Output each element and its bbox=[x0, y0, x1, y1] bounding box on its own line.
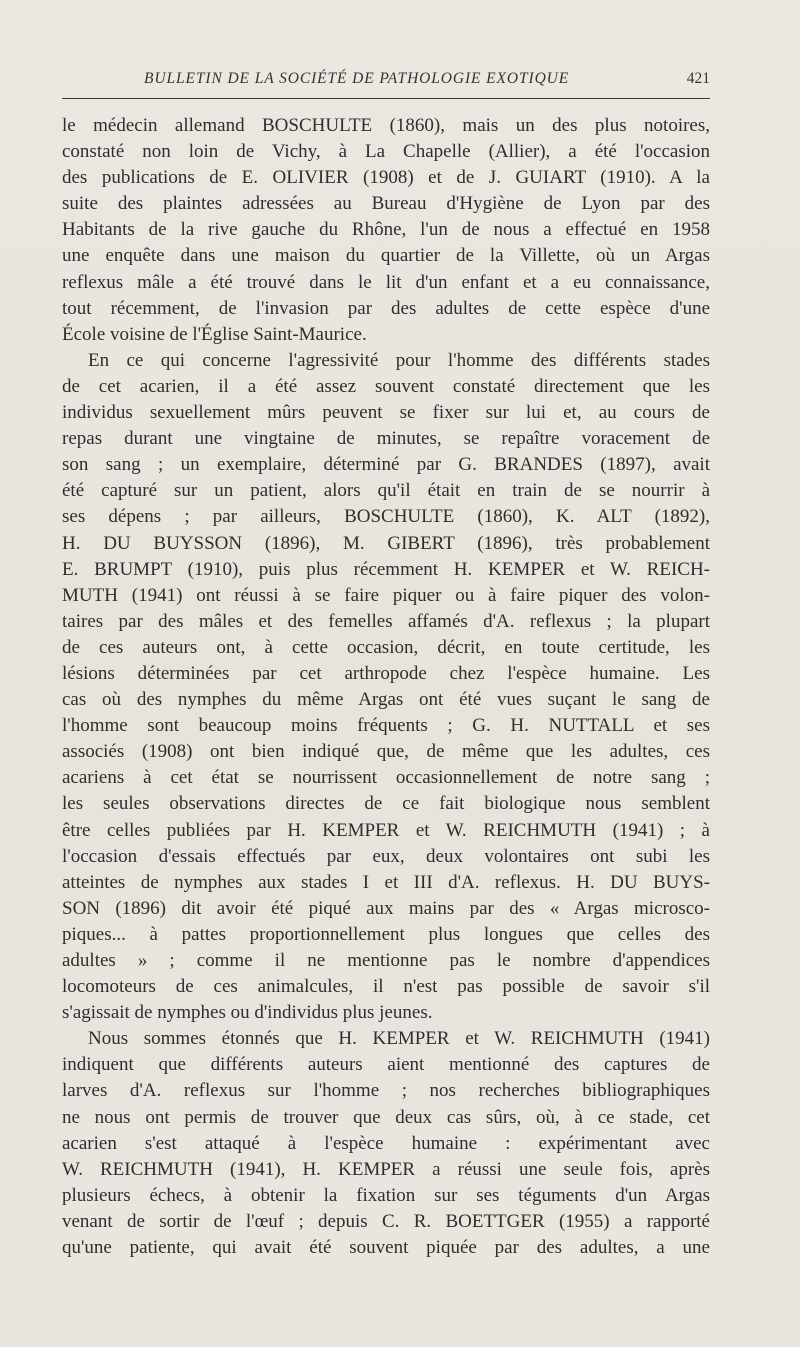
text-line: l'homme sont beaucoup moins fréquents ; G. H. NUTTALL et ses bbox=[62, 715, 710, 737]
text-line: reflexus mâle a été trouvé dans le lit d'un enfant et a eu connaissance, bbox=[62, 271, 710, 293]
text-line: l'occasion d'essais effectués par eux, deux volontaires ont subi les bbox=[62, 845, 710, 867]
text-line: de ces auteurs ont, à cette occasion, décrit, en toute certitude, les bbox=[62, 636, 710, 658]
text-line: Habitants de la rive gauche du Rhône, l'un de nous a effectué en 1958 bbox=[62, 219, 710, 241]
text-line: une enquête dans une maison du quartier de la Villette, où un Argas bbox=[62, 245, 710, 267]
text-line: individus sexuellement mûrs peuvent se fixer sur lui et, au cours de bbox=[62, 402, 710, 424]
text-line: adultes » ; comme il ne mentionne pas le nombre d'appendices bbox=[62, 950, 710, 971]
paragraph bbox=[62, 348, 710, 1026]
journal-title: BULLETIN DE LA SOCIÉTÉ DE PATHOLOGIE EXOTIQUE bbox=[144, 70, 570, 87]
text-line: indiquent que différents auteurs aient mentionné des captures de bbox=[62, 1054, 710, 1076]
text-line: ne nous ont permis de trouver que deux cas sûrs, où, à ce stade, cet bbox=[62, 1106, 710, 1128]
text-line: lésions déterminées par cet arthropode chez l'espèce humaine. Les bbox=[62, 662, 710, 684]
text-line: venant de sortir de l'œuf ; depuis C. R. BOETTGER (1955) a rapporté bbox=[62, 1210, 710, 1232]
text-line: associés (1908) ont bien indiqué que, de même que les adultes, ces bbox=[62, 741, 710, 763]
text-line: Nous sommes étonnés que H. KEMPER et W. REICHMUTH (1941) bbox=[88, 1028, 710, 1050]
text-line: SON (1896) dit avoir été piqué aux mains par des « Argas microsco- bbox=[62, 897, 710, 919]
text-line: École voisine de l'Église Saint-Maurice. bbox=[62, 323, 367, 345]
text-line: été capturé sur un patient, alors qu'il était en train de se nourrir à bbox=[62, 480, 710, 502]
text-line: E. BRUMPT (1910), puis plus récemment H. KEMPER et W. REICH- bbox=[62, 558, 710, 580]
text-line: les seules observations directes de ce fait biologique nous semblent bbox=[62, 793, 710, 815]
text-line: suite des plaintes adressées au Bureau d'Hygiène de Lyon par des bbox=[62, 193, 710, 215]
text-line: être celles publiées par H. KEMPER et W. REICHMUTH (1941) ; à bbox=[62, 819, 710, 841]
text-line: s'agissait de nymphes ou d'individus plus jeunes. bbox=[62, 1002, 433, 1024]
text-line: H. DU BUYSSON (1896), M. GIBERT (1896), très probablement bbox=[62, 532, 710, 554]
paragraph bbox=[62, 113, 710, 348]
text-line: En ce qui concerne l'agressivité pour l'homme des différents stades bbox=[88, 349, 710, 371]
text-line: plusieurs échecs, à obtenir la fixation sur ses téguments d'un Argas bbox=[62, 1184, 710, 1206]
text-line: de cet acarien, il a été assez souvent constaté directement que les bbox=[62, 375, 710, 397]
text-line: larves d'A. reflexus sur l'homme ; nos recherches bibliographiques bbox=[62, 1080, 710, 1102]
text-line: repas durant une vingtaine de minutes, se repaître voracement de bbox=[62, 428, 710, 450]
running-header bbox=[62, 68, 710, 99]
text-line: des publications de E. OLIVIER (1908) et de J. GUIART (1910). A la bbox=[62, 167, 710, 189]
text-line: locomoteurs de ces animalcules, il n'est pas possible de savoir s'il bbox=[62, 976, 710, 998]
text-line: acariens à cet état se nourrissent occasionnellement de notre sang ; bbox=[62, 767, 710, 789]
text-line: constaté non loin de Vichy, à La Chapelle (Allier), a été l'occasion bbox=[62, 141, 710, 163]
text-line: MUTH (1941) ont réussi à se faire piquer ou à faire piquer des volon- bbox=[62, 584, 710, 606]
text-line: piques... à pattes proportionnellement plus longues que celles des bbox=[62, 923, 710, 945]
text-line: acarien s'est attaqué à l'espèce humaine : expérimentant avec bbox=[62, 1132, 710, 1154]
text-line: son sang ; un exemplaire, déterminé par G. BRANDES (1897), avait bbox=[62, 454, 710, 476]
text-line: W. REICHMUTH (1941), H. KEMPER a réussi une seule fois, après bbox=[62, 1158, 710, 1180]
text-line: atteintes de nymphes aux stades I et III d'A. reflexus. H. DU BUYS- bbox=[62, 871, 710, 893]
text-line: taires par des mâles et des femelles affamés d'A. reflexus ; la plupart bbox=[62, 610, 710, 632]
paragraph bbox=[62, 1026, 710, 1261]
text-line: qu'une patiente, qui avait été souvent piquée par des adultes, a une bbox=[62, 1237, 710, 1259]
body-text bbox=[62, 113, 710, 1261]
text-line: cas où des nymphes du même Argas ont été vues suçant le sang de bbox=[62, 689, 710, 711]
text-line: le médecin allemand BOSCHULTE (1860), mais un des plus notoires, bbox=[62, 115, 710, 136]
text-line: ses dépens ; par ailleurs, BOSCHULTE (1860), K. ALT (1892), bbox=[62, 506, 710, 528]
page-number: 421 bbox=[686, 70, 710, 87]
text-line: tout récemment, de l'invasion par des adultes de cette espèce d'une bbox=[62, 297, 710, 319]
